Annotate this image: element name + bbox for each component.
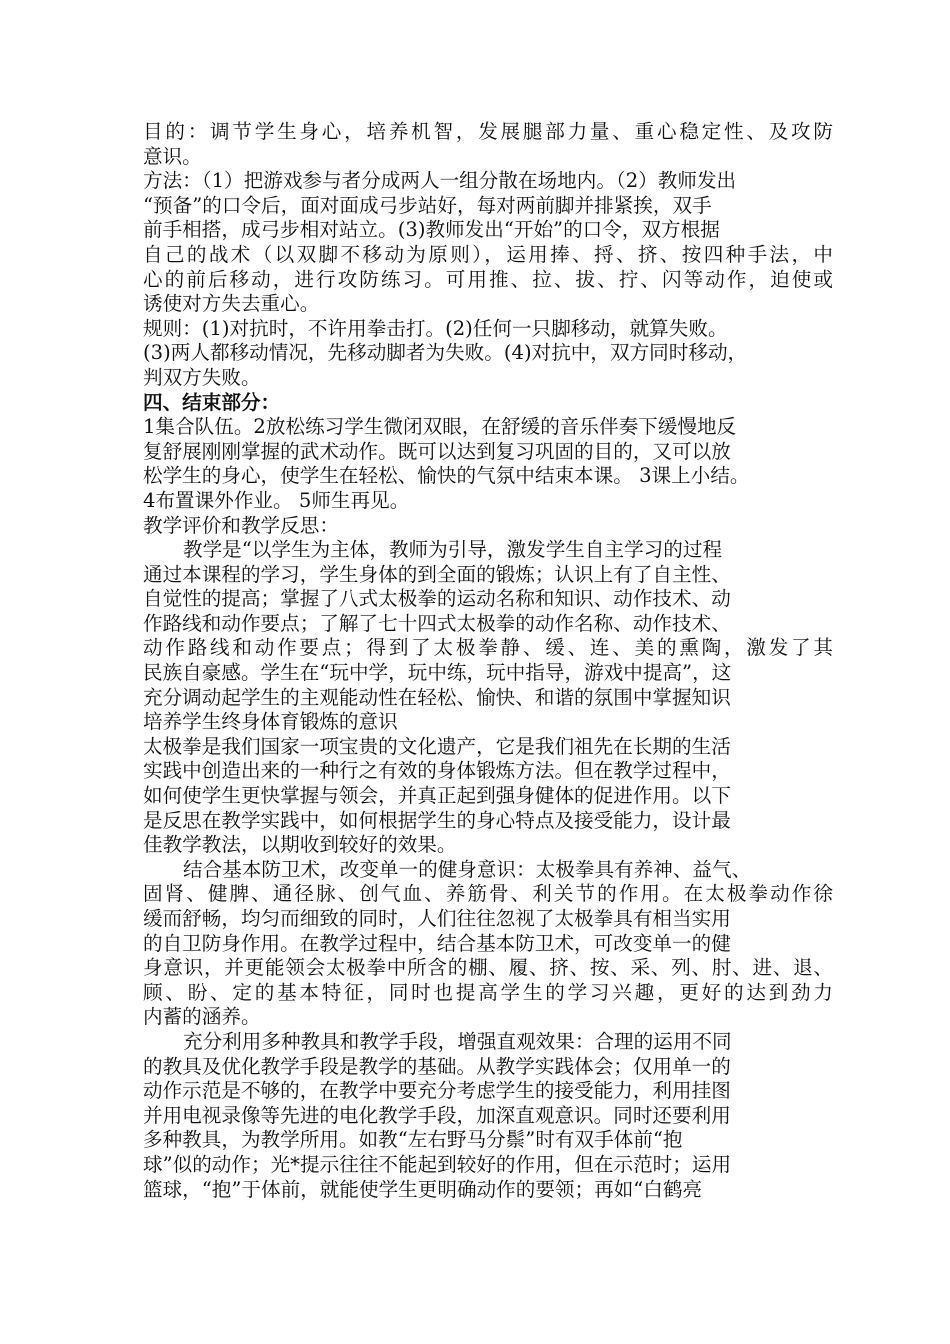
text-line: 自觉性的提高；掌握了八式太极拳的运动名称和知识、动作技术、动 [143, 587, 731, 611]
text-line: 结合基本防卫术，改变单一的健身意识：太极拳具有养神、益气、 [183, 857, 752, 881]
text-line: (3)两人都移动情况，先移动脚者为失败。(4)对抗中，双方同时移动， [143, 341, 748, 365]
text-line: 教学是“以学生为主体，教师为引导，激发学生自主学习的过程 [183, 538, 723, 562]
text-line: 规则：(1)对抗时，不许用拳击打。(2)任何一只脚移动，就算失败。 [143, 316, 728, 340]
text-line: 作路线和动作要点；了解了七十四式太极拳的动作名称、动作技术、 [143, 611, 731, 635]
text-line: 固肾、健脾、通径脉、创气血、养筋骨、利关节的作用。在太极拳动作徐 [143, 882, 836, 906]
document-body [143, 120, 836, 1202]
text-line: 如何使学生更快掌握与领会，并真正起到强身健体的促进作用。以下 [143, 784, 731, 808]
text-line: 复舒展刚刚掌握的武术动作。既可以达到复习巩固的目的，又可以放 [143, 439, 731, 463]
text-line: 实践中创造出来的一种行之有效的身体锻炼方法。但在教学过程中， [143, 759, 731, 783]
text-line: 球”似的动作；光*提示往往不能起到较好的作用，但在示范时；运用 [143, 1152, 732, 1176]
text-line: 内蓄的涵养。 [143, 1005, 261, 1029]
text-line: 顾、盼、定的基本特征，同时也提高学生的学习兴趣，更好的达到劲力 [143, 980, 836, 1004]
text-line: 目的：调节学生身心，培养机智，发展腿部力量、重心稳定性、及攻防 [143, 120, 836, 143]
text-line: 身意识，并更能领会太极拳中所含的棚、履、挤、按、采、列、肘、进、退、 [143, 956, 834, 980]
text-line: 民族自豪感。学生在“玩中学，玩中练，玩中指导，游戏中提高”，这 [143, 661, 732, 685]
text-line: 松学生的身心，使学生在轻松、愉快的气氛中结束本课。 3课上小结。 [143, 464, 750, 488]
text-line: 多种教具，为教学所用。如教“左右野马分鬃”时有双手体前“抱 [143, 1128, 683, 1152]
text-line: 意识。 [143, 144, 202, 168]
text-line: 缓而舒畅，均匀而细致的同时，人们往往忽视了太极拳具有相当实用 [143, 907, 731, 930]
text-line: 方法：（1）把游戏参与者分成两人一组分散在场地内。（2）教师发出 [143, 169, 737, 193]
text-line: 动作示范是不够的，在教学中要充分考虑学生的接受能力，利用挂图 [143, 1079, 731, 1103]
text-line: “预备”的口令后，面对面成弓步站好，每对两前脚并排紧挨，双手 [143, 193, 712, 217]
section-heading: 四、结束部分： [143, 390, 281, 414]
text-line: 通过本课程的学习，学生身体的到全面的锻炼；认识上有了自主性、 [143, 562, 731, 586]
text-line: 判双方失败。 [143, 365, 261, 389]
text-line: 心的前后移动，进行攻防练习。可用推、拉、拔、拧、闪等动作，迫使或 [143, 267, 836, 291]
text-line: 佳教学教法，以期收到较好的效果。 [143, 833, 457, 857]
text-line: 充分调动起学生的主观能动性在轻松、愉快、和谐的氛围中掌握知识 [143, 685, 731, 709]
text-line: 教学评价和教学反思： [143, 513, 339, 537]
text-line: 诱使对方失去重心。 [143, 292, 320, 316]
text-line: 4布置课外作业。 5师生再见。 [143, 488, 410, 512]
text-line: 太极拳是我们国家一项宝贵的文化遗产，它是我们祖先在长期的生活 [143, 734, 731, 758]
text-line: 培养学生终身体育锻炼的意识 [143, 710, 398, 734]
text-line: 是反思在教学实践中，如何根据学生的身心特点及接受能力，设计最 [143, 808, 731, 832]
text-line: 充分利用多种教具和教学手段，增强直观效果：合理的运用不同 [183, 1029, 732, 1053]
text-line: 动作路线和动作要点；得到了太极拳静、缓、连、美的熏陶，激发了其 [143, 636, 836, 660]
text-line: 1集合队伍。2放松练习学生微闭双眼，在舒缓的音乐伴奏下缓慢地反 [143, 415, 737, 439]
text-line: 自己的战术（以双脚不移动为原则），运用捧、捋、挤、按四种手法，中 [143, 242, 836, 266]
text-line: 的教具及优化教学手段是教学的基础。从教学实践体会；仅用单一的 [143, 1054, 731, 1078]
text-line: 前手相搭，成弓步相对站立。(3)教师发出“开始”的口令，双方根据 [143, 218, 720, 242]
text-line: 篮球，“抱”于体前，就能使学生更明确动作的要领；再如“白鹤亮 [143, 1177, 703, 1201]
text-line: 并用电视录像等先进的电化教学手段，加深直观意识。同时还要利用 [143, 1103, 731, 1127]
text-line: 的自卫防身作用。在教学过程中，结合基本防卫术，可改变单一的健 [143, 931, 731, 955]
